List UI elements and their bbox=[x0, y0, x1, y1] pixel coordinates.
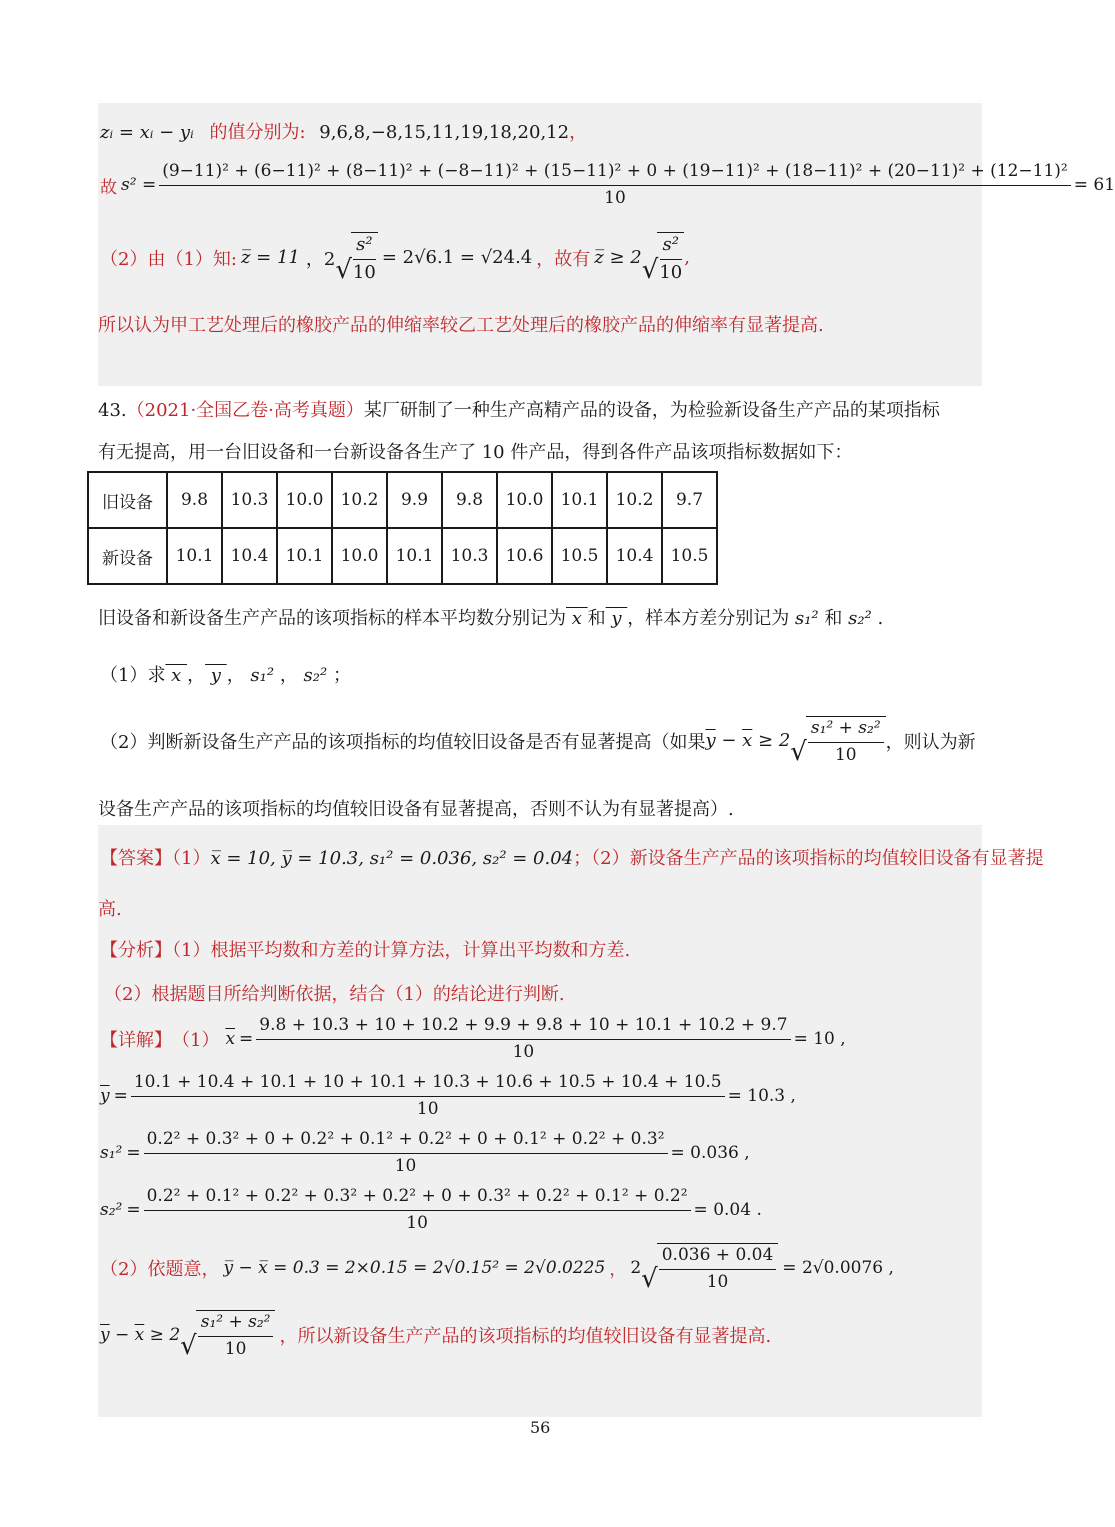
table-row-new bbox=[88, 528, 717, 584]
table-cell: 10.0 bbox=[277, 472, 332, 528]
table-cell: 10.4 bbox=[222, 528, 277, 584]
conclusion-line: 所以认为甲工艺处理后的橡胶产品的伸缩率较乙工艺处理后的橡胶产品的伸缩率有显著提高. bbox=[98, 315, 824, 336]
problem-stem-line1: 43.（2021·全国乙卷·高考真题）某厂研制了一种生产高精产品的设备，为检验新设备生产产品的某项指标 bbox=[98, 400, 940, 421]
problem-stem-line2: 有无提高，用一台旧设备和一台新设备各生产了 10 件产品，得到各件产品该项指标数据如下： bbox=[98, 442, 853, 463]
ybar-calc: $\overline{y}$ = 10.1 + 10.4 + 10.1 + 10 + 10.1 + 10.3 + 10.6 + 10.5 + 10.4 + 10.5 10 = 10.3 , bbox=[100, 1072, 796, 1119]
z-values-line: zᵢ = xᵢ − yᵢ 的值分别为: 9,6,8,−8,15,11,19,18,20,12， bbox=[100, 122, 588, 143]
table-cell: 10.2 bbox=[607, 472, 662, 528]
table-cell: 9.7 bbox=[662, 472, 717, 528]
s2-calc: s₂² = 0.2² + 0.1² + 0.2² + 0.3² + 0.2² + 0 + 0.3² + 0.2² + 0.1² + 0.2² 10 = 0.04 . bbox=[100, 1186, 762, 1233]
table-cell: 10.1 bbox=[552, 472, 607, 528]
analysis-line2: （2）根据题目所给判断依据，结合（1）的结论进行判断. bbox=[104, 984, 565, 1005]
question-1: （1）求 x ， y ， s₁² ， s₂² ； bbox=[100, 665, 351, 686]
table-cell: 10.0 bbox=[497, 472, 552, 528]
sqrt-criterion-final: √ $\frac{\text{s₁² + s₂²}}{10}$ bbox=[180, 1310, 275, 1359]
table-cell: 10.6 bbox=[497, 528, 552, 584]
table-cell: 10.3 bbox=[222, 472, 277, 528]
part2-calc: （2）依题意， y̅ − x̅ = 0.3 = 2×0.15 = 2√0.15² = 2√0.0225 ， 2 √ $\frac{0.036 + 0.04}{10}$ = 2√0.0076 , bbox=[100, 1245, 894, 1295]
table-cell: 10.3 bbox=[442, 528, 497, 584]
after-table-line: 旧设备和新设备生产产品的该项指标的样本平均数分别记为 x 和 y ，样本方差分别记为 s₁² 和 s₂² . bbox=[98, 608, 884, 629]
page-number: 56 bbox=[530, 1418, 551, 1437]
question-2-line2: 设备生产产品的该项指标的均值较旧设备有显著提高，否则不认为有显著提高）. bbox=[98, 799, 734, 820]
table-cell: 10.1 bbox=[387, 528, 442, 584]
variance-line: 故 s² = (9−11)² + (6−11)² + (8−11)² + (−8−11)² + (15−11)² + 0 + (19−11)² + (18−11)² + (20−11)² + (12−11)² 10 = 61 bbox=[100, 161, 1115, 208]
part2-line: （2）由（1）知: z̅ = 11 ，2 √ $\frac{\text{s²}}{10}$ = 2√6.1 = √24.4 ，故有 z̅ ≥ 2 √ $\frac{\text{s²}}{10}$ , bbox=[100, 234, 690, 286]
sqrt-variance-sum: √ $\frac{0.036 + 0.04}{10}$ bbox=[641, 1243, 778, 1292]
question-2-line1: （2）判断新设备生产产品的该项指标的均值较旧设备是否有显著提高（如果 $\overline{y} - \overline{x} \ge 2$ √ $\frac{\text{s₁² + s₂²}}{10}$ ，则认为新 bbox=[100, 718, 976, 768]
sqrt-criterion: √ $\frac{\text{s₁² + s₂²}}{10}$ bbox=[790, 716, 885, 765]
table-cell: 10.1 bbox=[277, 528, 332, 584]
table-row-old bbox=[88, 472, 717, 528]
row-label: 旧设备 bbox=[88, 472, 167, 528]
final-conclusion: $\overline{y} - \overline{x} \ge 2$ √ $\frac{\text{s₁² + s₂²}}{10}$ ，所以新设备生产产品的该项指标的均值较旧设备有显著提高. bbox=[100, 1312, 772, 1362]
table-cell: 9.8 bbox=[167, 472, 222, 528]
table-cell: 10.5 bbox=[662, 528, 717, 584]
table-cell: 10.5 bbox=[552, 528, 607, 584]
answer-line: 【答案】（1）x̅ = 10, y̅ = 10.3, s₁² = 0.036, s₂² = 0.04；（2）新设备生产产品的该项指标的均值较旧设备有显著提 bbox=[100, 848, 1044, 869]
analysis-line1: 【分析】（1）根据平均数和方差的计算方法，计算出平均数和方差. bbox=[100, 940, 631, 961]
variance-fraction: (9−11)² + (6−11)² + (8−11)² + (−8−11)² + (15−11)² + 0 + (19−11)² + (18−11)² + (20−11)² + (12−11)² 10 bbox=[159, 162, 1071, 208]
data-table bbox=[87, 471, 718, 585]
s1-calc: s₁² = 0.2² + 0.3² + 0 + 0.2² + 0.1² + 0.2² + 0 + 0.1² + 0.2² + 0.3² 10 = 0.036 , bbox=[100, 1129, 750, 1176]
table-cell: 9.9 bbox=[387, 472, 442, 528]
sqrt-s2-over-10: √ $\frac{\text{s²}}{10}$ bbox=[335, 234, 376, 286]
row-label: 新设备 bbox=[88, 528, 167, 584]
table-cell: 10.2 bbox=[332, 472, 387, 528]
sqrt-s2-over-10-b: √ $\frac{\text{s²}}{10}$ bbox=[641, 234, 683, 286]
table-cell: 10.0 bbox=[332, 528, 387, 584]
table-cell: 10.4 bbox=[607, 528, 662, 584]
xbar-calc: 【详解】 （1） $\overline{x}$ = $\frac{9.8 + 10.3 + 10 + 10.2 + 9.9 + 9.8 + 10 + 10.1 + 10.2 + 9.7}{10}$ = 10 , bbox=[100, 1015, 846, 1062]
table-cell: 9.8 bbox=[442, 472, 497, 528]
table-cell: 10.1 bbox=[167, 528, 222, 584]
answer-line-cont: 高. bbox=[98, 899, 122, 920]
